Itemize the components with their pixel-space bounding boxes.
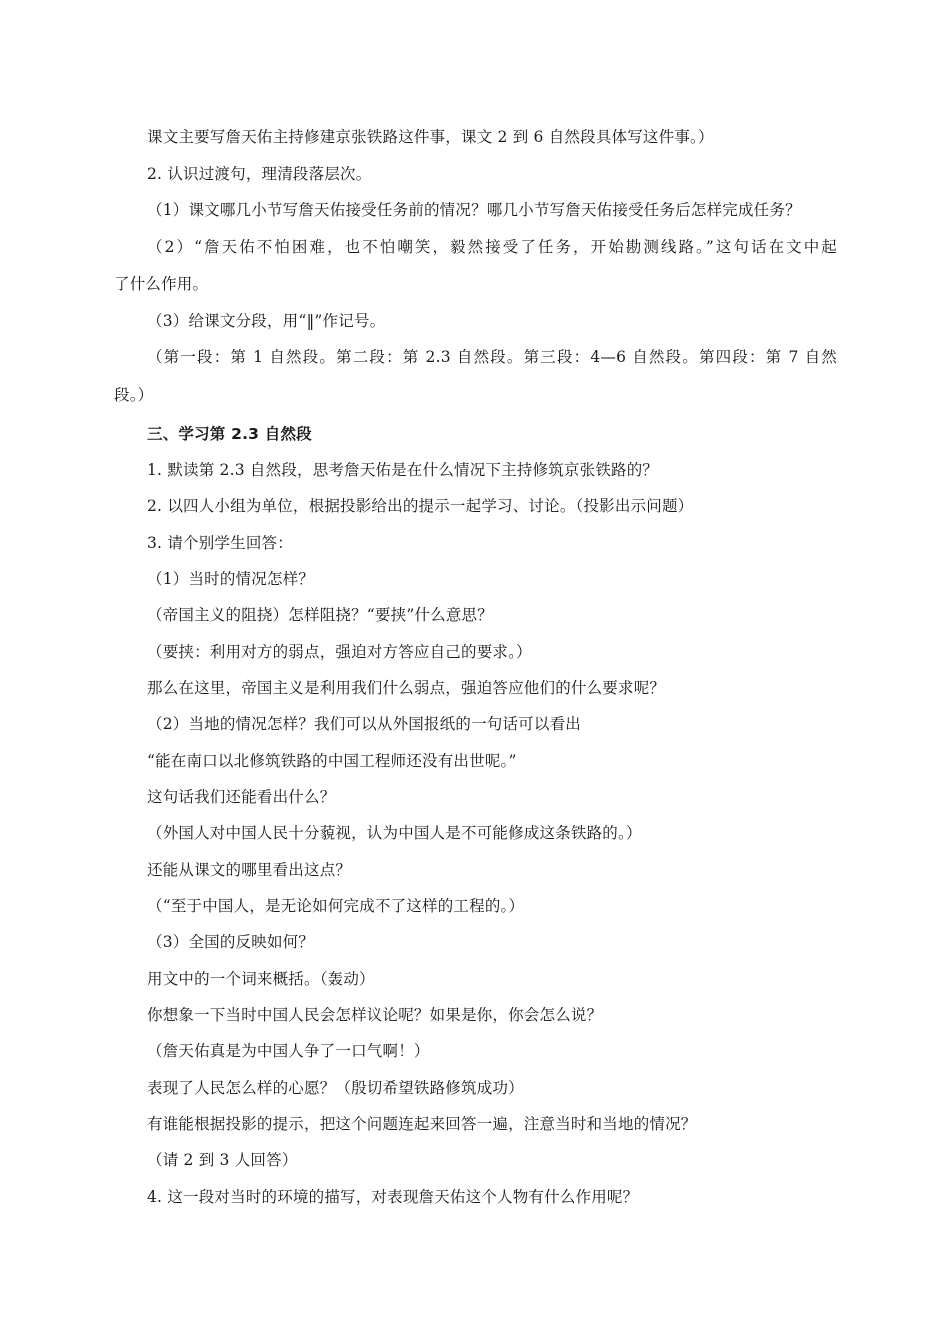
text-line: 表现了人民怎么样的心愿？（殷切希望铁路修筑成功） [147,1079,524,1097]
text-line: （3）给课文分段，用“‖”作记号。 [147,312,386,330]
text-line: 你想象一下当时中国人民会怎样议论呢？如果是你，你会怎么说？ [147,1006,603,1024]
text-line: 还能从课文的哪里看出这点？ [147,861,352,879]
text-line: 1. 默读第 2.3 自然段，思考詹天佑是在什么情况下主持修筑京张铁路的？ [147,461,659,479]
text-line: “能在南口以北修筑铁路的中国工程师还没有出世呢。” [147,752,517,770]
text-line: （要挟：利用对方的弱点，强迫对方答应自己的要求。） [147,643,532,661]
text-line: 段。） [114,386,154,404]
text-line: 3. 请个别学生回答： [147,534,293,552]
text-line: （“至于中国人，是无论如何完成不了这样的工程的。） [147,897,525,915]
section-heading: 三、学习第 2.3 自然段 [147,425,312,443]
text-line: （3）全国的反映如何？ [147,933,315,951]
text-line: 那么在这里，帝国主义是利用我们什么弱点，强迫答应他们的什么要求呢？ [147,679,666,697]
text-line: 有谁能根据投影的提示，把这个问题连起来回答一遍，注意当时和当地的情况？ [147,1115,697,1133]
text-line: （第一段：第 1 自然段。第二段：第 2.3 自然段。第三段：4—6 自然段。第四段：第 7 自然 [147,348,837,366]
text-line: （2）当地的情况怎样？我们可以从外国报纸的一句话可以看出 [147,715,581,733]
text-line: （请 2 到 3 人回答） [147,1151,298,1169]
text-line: （1）课文哪几小节写詹天佑接受任务前的情况？哪几小节写詹天佑接受任务后怎样完成任务？ [147,201,801,219]
text-line: 这句话我们还能看出什么？ [147,788,336,806]
text-line: （1）当时的情况怎样？ [147,570,315,588]
text-line: 4. 这一段对当时的环境的描写，对表现詹天佑这个人物有什么作用呢？ [147,1188,639,1206]
text-line: （詹天佑真是为中国人争了一口气啊！） [147,1042,430,1060]
text-line: 2. 认识过渡句，理清段落层次。 [147,165,372,183]
text-line: （2）“詹天佑不怕困难，也不怕嘲笑，毅然接受了任务，开始勘测线路。”这句话在文中起 [147,238,837,256]
text-line: 2. 以四人小组为单位，根据投影给出的提示一起学习、讨论。（投影出示问题） [147,497,694,515]
text-line: 用文中的一个词来概括。（轰动） [147,970,375,988]
text-line: （外国人对中国人民十分藐视，认为中国人是不可能修成这条铁路的。） [147,824,642,842]
text-line: （帝国主义的阻挠）怎样阻挠？“要挟”什么意思？ [147,606,493,624]
text-line: 了什么作用。 [114,275,209,293]
text-line: 课文主要写詹天佑主持修建京张铁路这件事，课文 2 到 6 自然段具体写这件事。） [147,128,714,146]
